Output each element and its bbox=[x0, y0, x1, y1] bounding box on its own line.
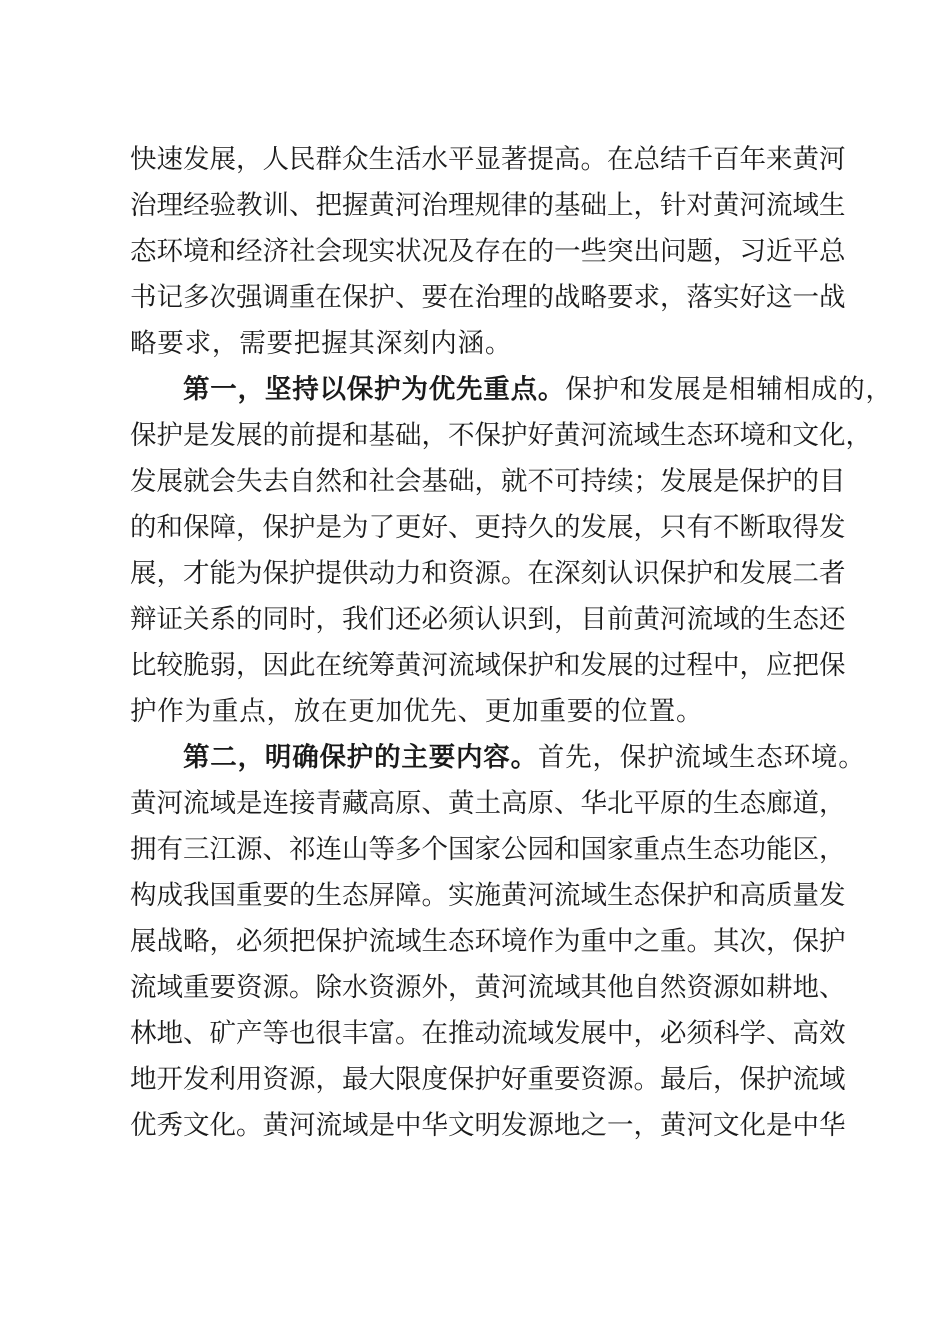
paragraph-first-text: 保护和发展是相辅相成的， bbox=[565, 374, 893, 405]
paragraph-second-line: 构成我国重要的生态屏障。实施黄河流域生态保护和高质量发 bbox=[130, 880, 846, 911]
paragraph-second-line: 流域重要资源。除水资源外，黄河流域其他自然资源如耕地、 bbox=[130, 972, 846, 1003]
paragraph-second-line: 拥有三江源、祁连山等多个国家公园和国家重点生态功能区， bbox=[130, 834, 846, 865]
paragraph-second-line: 地开发利用资源，最大限度保护好重要资源。最后，保护流域 bbox=[130, 1064, 846, 1095]
paragraph-first-line: 展，才能为保护提供动力和资源。在深刻认识保护和发展二者 bbox=[130, 558, 846, 589]
paragraph-first-line: 辩证关系的同时，我们还必须认识到，目前黄河流域的生态还 bbox=[130, 604, 846, 635]
paragraph-intro-line: 态环境和经济社会现实状况及存在的一些突出问题，习近平总 bbox=[130, 236, 846, 267]
paragraph-intro-line: 快速发展，人民群众生活水平显著提高。在总结千百年来黄河 bbox=[130, 144, 846, 175]
paragraph-second-line: 黄河流域是连接青藏高原、黄土高原、华北平原的生态廊道， bbox=[130, 788, 846, 819]
paragraph-first-line: 护作为重点，放在更加优先、更加重要的位置。 bbox=[130, 696, 704, 727]
paragraph-first-heading: 第一，坚持以保护为优先重点。 bbox=[183, 374, 566, 405]
paragraph-first-line: 比较脆弱，因此在统筹黄河流域保护和发展的过程中，应把保 bbox=[130, 650, 846, 681]
paragraph-first-line bbox=[183, 370, 893, 410]
paragraph-second-line: 林地、矿产等也很丰富。在推动流域发展中，必须科学、高效 bbox=[130, 1018, 846, 1049]
paragraph-first-line: 保护是发展的前提和基础，不保护好黄河流域生态环境和文化， bbox=[130, 420, 872, 451]
paragraph-second-heading: 第二，明确保护的主要内容。 bbox=[183, 742, 538, 773]
paragraph-intro-line: 书记多次强调重在保护、要在治理的战略要求，落实好这一战 bbox=[130, 282, 846, 313]
paragraph-first-line: 的和保障，保护是为了更好、更持久的发展，只有不断取得发 bbox=[130, 512, 846, 543]
paragraph-first-line: 发展就会失去自然和社会基础，就不可持续；发展是保护的目 bbox=[130, 466, 846, 497]
paragraph-second-text: 首先，保护流域生态环境。 bbox=[537, 742, 866, 773]
paragraph-second-line: 展战略，必须把保护流域生态环境作为重中之重。其次，保护 bbox=[130, 926, 846, 957]
paragraph-second-line: 优秀文化。黄河流域是中华文明发源地之一，黄河文化是中华 bbox=[130, 1110, 846, 1141]
paragraph-intro-line: 略要求，需要把握其深刻内涵。 bbox=[130, 328, 513, 359]
paragraph-intro-line: 治理经验教训、把握黄河治理规律的基础上，针对黄河流域生 bbox=[130, 190, 846, 221]
paragraph-second-line bbox=[183, 738, 866, 778]
